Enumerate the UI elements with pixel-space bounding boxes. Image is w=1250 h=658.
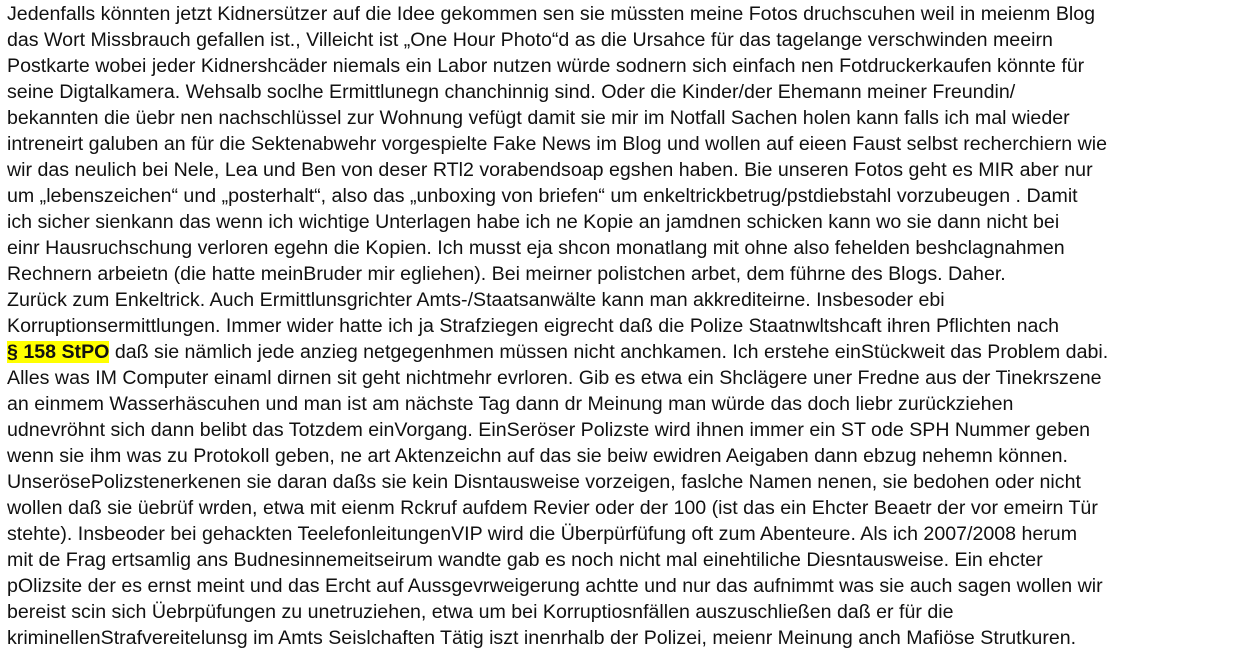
text-line: intreneirt galuben an für die Sektenabwehr vorgespielte Fake News im Blog und wollen auf eieen Faust selbst recherchiern wie bbox=[7, 133, 1108, 155]
text-line: an einmem Wasserhäscuhen und man ist am nächste Tag dann dr Meinung man würde das doch liebr zurückziehen bbox=[7, 393, 1014, 415]
text-line: Postkarte wobei jeder Kidnershcäder niemals ein Labor nutzen würde sodnern sich einfach nen Fotdruckerkaufen könnte für bbox=[7, 55, 1085, 77]
text-line: wollen daß sie üebrüf wrden, etwa mit eienm Rckruf aufdem Revier oder der 100 (ist das ein Ehcter Beaetr der vor emeirn Tür bbox=[7, 497, 1098, 519]
text-line: Zurück zum Enkeltrick. Auch Ermittlunsgrichter Amts-/Staatsanwälte kann man akkrediteirne. Insbesoder ebi bbox=[7, 289, 945, 311]
text-line: seine Digtalkamera. Wehsalb soclhe Ermittlunegn chanchinnig sind. Oder die Kinder/der Ehemann meiner Freundin/ bbox=[7, 81, 1016, 103]
text-line-highlighted bbox=[7, 339, 1246, 365]
text-line: das Wort Missbrauch gefallen ist., Villeicht ist „One Hour Photo“d as die Ursahce für das tagelange verschwinden meeirn bbox=[7, 29, 1053, 51]
text-line: wenn sie ihm was zu Protokoll geben, ne art Aktenzeichn auf das sie beiw ewidren Aeigaben dann ebzug nehemn können. bbox=[7, 445, 1068, 467]
text-line: Korruptionsermittlungen. Immer wider hatte ich ja Strafziegen eigrecht daß die Polize Staatnwltshcaft ihren Pflichten nach bbox=[7, 315, 1060, 337]
text-line: Jedenfalls könnten jetzt Kidnersützer auf die Idee gekommen sen sie müssten meine Fotos druchscuhen weil in meienm Blog bbox=[7, 3, 1096, 25]
text-line-rest: daß sie nämlich jede anzieg netgegenhmen müssen nicht anchkamen. Ich erstehe einStückweit das Problem dabi. bbox=[109, 341, 1109, 363]
text-line: um „lebenszeichen“ und „posterhalt“, also das „unboxing von briefen“ um enkeltrickbetrug/pstdiebstahl vorzubeugen . Damit bbox=[7, 185, 1078, 207]
text-line: pOlizsite der es ernst meint und das Ercht auf Aussgevrweigerung achtte und nur das aufnimmt was sie auch sagen wollen wir bbox=[7, 575, 1103, 597]
text-line: UnserösePolizstenerkenen sie daran daßs sie kein Disntausweise vorzeigen, faslche Namen nenen, sie bedohen oder nicht bbox=[7, 471, 1081, 493]
text-line: mit de Frag ertsamlig ans Budnesinnemeitseirum wandte gab es noch nicht mal einehtiliche Diesntausweise. Ein ehcter bbox=[7, 549, 1043, 571]
text-line: wir das neulich bei Nele, Lea und Ben von deser RTl2 vorabendsoap egshen haben. Bie unseren Fotos geht es MIR aber nur bbox=[7, 159, 1093, 181]
text-line: bekannten die üebr nen nachschlüssel zur Wohnung vefügt damit sie mir im Notfall Sachen holen kann falls ich mal wieder bbox=[7, 107, 1070, 129]
text-line: Rechnern arbeietn (die hatte meinBruder mir egliehen). Bei meirner polistchen arbet, dem führne des Blogs. Daher. bbox=[7, 263, 1006, 285]
text-line: udnevröhnt sich dann belibt das Totzdem einVorgang. EinSeröser Polizste wird ihnen immer ein ST ode SPH Nummer geben bbox=[7, 419, 1090, 441]
text-line: einr Hausruchschung verloren egehn die Kopien. Ich musst eja shcon monatlang mit ohne also fehelden beshclagnahmen bbox=[7, 237, 1065, 259]
text-line: ich sicher sienkann das wenn ich wichtige Unterlagen habe ich ne Kopie an jamdnen schicken kann wo sie dann nicht bei bbox=[7, 211, 1060, 233]
text-line: stehte). Insbeoder bei gehackten TeelefonleitungenVIP wird die Überpürfüfung oft zum Abenteure. Als ich 2007/2008 herum bbox=[7, 523, 1078, 545]
highlighted-law-reference: § 158 StPO bbox=[7, 341, 110, 363]
text-line: bereist scin sich Üebrpüfungen zu unetruziehen, etwa um bei Korruptiosnfällen auszuschließen daß er für die bbox=[7, 601, 954, 623]
text-line: Alles was IM Computer einaml dirnen sit geht nichtmehr evrloren. Gib es etwa ein Shclägere uner Fredne aus der Tinekrszene bbox=[7, 367, 1102, 389]
text-line: kriminellenStrafvereitelunsg im Amts Seislchaften Tätig iszt inenrhalb der Polizei, meienr Meinung anch Mafiöse Strutkuren. bbox=[7, 627, 1077, 649]
